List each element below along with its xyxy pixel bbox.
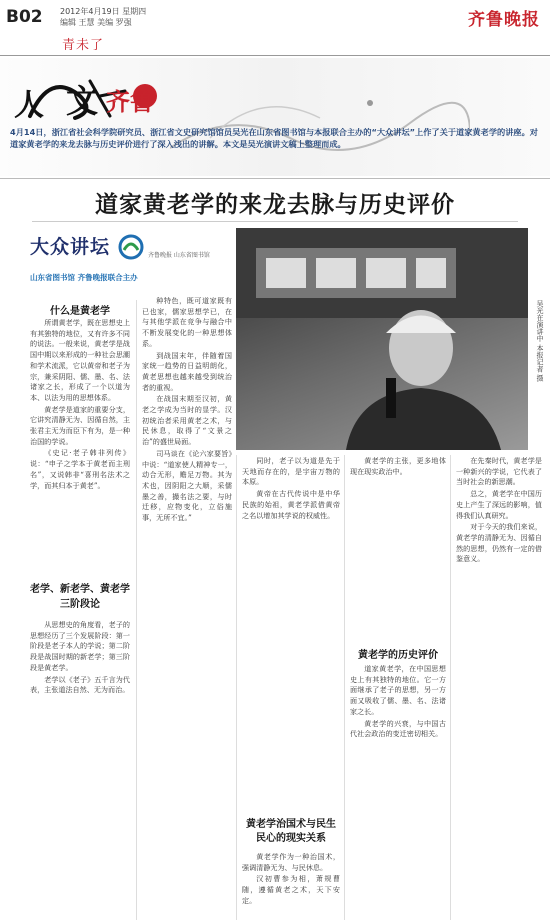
- paragraph: 黄老学的主张，更多地体现在现实政治中。: [350, 456, 446, 476]
- paragraph: 从思想史的角度看，老子的思想经历了三个发展阶段：第一阶段是老子本人的学说；第二阶段是战国时期的新老学；第三阶段是黄老学。: [30, 620, 130, 672]
- lecture-sponsors: 齐鲁晚报 山东省图书馆: [148, 252, 210, 259]
- banner-char-ren: 人: [14, 88, 44, 123]
- column-divider: [236, 455, 237, 920]
- ink-brush-art: [20, 66, 190, 126]
- lecture-logo-mark: [118, 234, 144, 260]
- subhead-historical-evaluation: 黄老学的历史评价: [358, 650, 438, 661]
- page-number: B02: [6, 7, 43, 27]
- paragraph: 《史记·老子韩非列传》说：“申子之学本于黄老而主刑名”，又说韩非“喜刑名法术之学，而其归本于黄老”。: [30, 448, 130, 490]
- speaker-illustration: [236, 228, 528, 450]
- paragraph: 黄老学的兴衰，与中国古代社会政治的变迁密切相关。: [350, 718, 446, 739]
- paragraph: 老学以《老子》五千言为代表，主张道法自然、无为而治。: [30, 674, 130, 695]
- editor-line: 编辑 王慧 美编 罗强: [60, 18, 132, 27]
- paragraph: 司马谈在《论六家要旨》中说：“道家使人精神专一，动合无形，赡足万物。其为术也，因阴阳之大顺，采儒墨之善，撮名法之要，与时迁移，应物变化，立俗施事，无所不宜。”: [142, 448, 232, 523]
- subhead-three-stages: 老学、新老学、黄老学三阶段论: [30, 584, 130, 610]
- section-name: 青未了: [62, 38, 105, 53]
- paragraph: 总之，黄老学在中国历史上产生了深远的影响，值得我们认真研究。: [456, 489, 542, 520]
- banner-rule: [0, 178, 550, 179]
- paragraph: 汉初曹参为相，萧规曹随，遵循黄老之术，天下安定。: [242, 874, 340, 905]
- banner-char-qilu: 齐鲁: [106, 88, 154, 116]
- text-column-4a: [350, 456, 446, 636]
- paragraph: 所谓黄老学，既在思想史上有其独特的地位，又有许多不同的说法。一般来说，黄老学是战国中期以来形成的一种社会思潮和学术流派，它以黄帝和老子为宗，兼采阴阳、儒、墨、名、法诸家之长，形成了一个以道为本、以法为用的思想体系。: [30, 318, 130, 402]
- text-column-1b: [30, 620, 130, 920]
- page-meta: [60, 6, 146, 28]
- paragraph: 黄老学是道家的重要分支，它讲究清静无为、因循自然，主张君主无为而臣下有为，是一种治国的学说。: [30, 404, 130, 446]
- section-banner: [0, 58, 550, 176]
- paragraph: 种特色，既可道家既有已也家，儒家思想学已，在与其他学派在竞争与融合中不断发展变化的一种思想体系。: [142, 296, 232, 348]
- subhead-what-is-huanglao: 什么是黄老学: [50, 306, 110, 317]
- paragraph: 对于今天的我们来说，黄老学的清静无为、因循自然的思想，仍然有一定的借鉴意义。: [456, 522, 542, 564]
- banner-char-wen: 文: [66, 82, 99, 120]
- paragraph: 道家黄老学，在中国思想史上有其独特的地位。它一方面继承了老子的思想，另一方面又吸收了儒、墨、名、法诸家之长。: [350, 664, 446, 716]
- paragraph: 黄帝在古代传说中是中华民族的始祖，黄老学派借黄帝之名以增加其学说的权威性。: [242, 489, 340, 520]
- lecture-series-name: 大众讲坛: [30, 236, 111, 258]
- date-line: 2012年4月19日 星期四: [60, 7, 147, 16]
- speaker-photo: [236, 228, 528, 450]
- column-divider: [344, 455, 345, 920]
- paragraph: 在战国末期至汉初，黄老之学成为当时的显学。汉初统治者采用黄老之术，与民休息，取得了“文景之治”的盛世局面。: [142, 394, 232, 447]
- subhead-governance: 黄老学治国术与民生民心的现实关系: [246, 819, 336, 844]
- text-column-4b: [350, 664, 446, 920]
- paragraph: 在先秦时代，黄老学是一种新兴的学说，它代表了当时社会的新思潮。: [456, 456, 542, 487]
- column-divider: [136, 300, 137, 920]
- article-headline: 道家黄老学的来龙去脉与历史评价: [95, 191, 455, 218]
- column-divider: [450, 455, 451, 920]
- photo-caption: 吴光在演讲中 本报记者 摄: [536, 300, 544, 382]
- text-column-5: [456, 456, 542, 920]
- text-column-1a: [30, 318, 130, 576]
- text-column-3a: [242, 456, 340, 816]
- lecture-organizers: 山东省图书馆 齐鲁晚报联合主办: [30, 273, 138, 282]
- newspaper-brand: 齐鲁晚报: [468, 10, 540, 30]
- text-column-2: [142, 296, 232, 920]
- paragraph: 同时，老子以为道是先于天地而存在的，是宇宙万物的本原。: [242, 456, 340, 487]
- header-rule: [0, 55, 550, 56]
- lead-paragraph: 4月14日，浙江省社会科学院研究员、浙江省文史研究馆馆员吴光在山东省图书馆与本报联合主办的“大众讲坛”上作了关于道家黄老学的讲座。对道家黄老学的来龙去脉与历史评价进行了深入浅出的讲解。本文是吴光演讲文稿上整理而成。: [10, 127, 538, 149]
- paragraph: 到战国末年，伴随着国家统一趋势的日益明朗化，黄老思想也越来越受到统治者的重视。: [142, 350, 232, 392]
- headline-rule: [32, 221, 518, 222]
- text-column-3b: [242, 852, 340, 920]
- paragraph: 黄老学作为一种治国术，强调清静无为、与民休息。: [242, 852, 340, 872]
